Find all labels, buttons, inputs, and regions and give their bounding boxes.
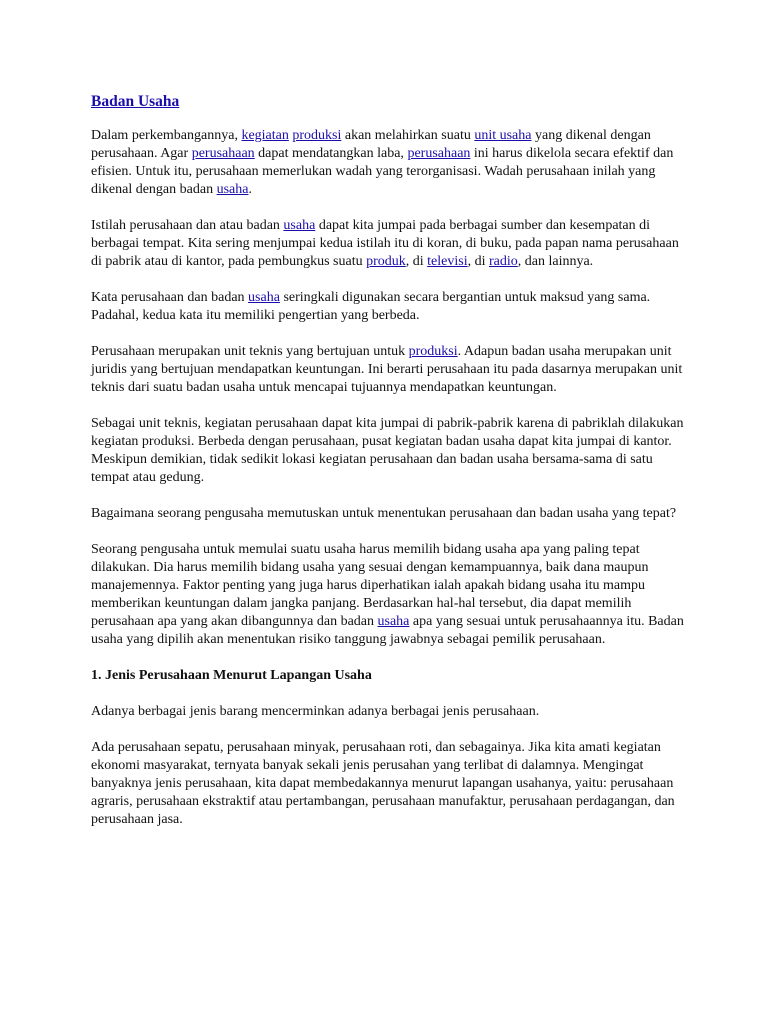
link-perusahaan-2[interactable]: perusahaan xyxy=(407,146,471,161)
paragraph-9: Ada perusahaan sepatu, perusahaan minyak, perusahaan roti, dan sebagainya. Jika kita amati kegiatan ekonomi masyarakat, ternyata banyak sekali jenis perusahan yang terlibat di dalamnya. Mengingat banyaknya jenis perusahaan, kita dapat membedakannya menurut lapangan usahanya, yaitu: perusahaan agraris, perusahaan ekstraktif atau pertambangan, perusahaan manufaktur, perusahaan perdagangan, dan perusahaan jasa. xyxy=(91,740,675,827)
link-produk[interactable]: produk xyxy=(366,254,406,269)
link-produksi[interactable]: produksi xyxy=(408,344,458,359)
link-unit-usaha[interactable]: unit usaha xyxy=(474,128,532,143)
link-produksi[interactable]: produksi xyxy=(292,128,342,143)
text: dapat kita jumpai pada berbagai sumber dan kesempatan di berbagai tempat. Kita sering menjumpai kedua istilah itu di koran, di buku, pada papan nama perusahaan di pabrik atau di kantor, pada pembungkus suatu xyxy=(91,218,679,269)
text: seringkali digunakan secara bergantian untuk maksud yang sama. Padahal, kedua kata itu memiliki pengertian yang berbeda. xyxy=(91,290,651,323)
link-usaha[interactable]: usaha xyxy=(283,218,316,233)
paragraph-2 xyxy=(91,217,688,271)
text: Seorang pengusaha untuk memulai suatu usaha harus memilih bidang usaha apa yang paling tepat dilakukan. Dia harus memilih bidang usaha yang sesuai dengan kemampuannya, baik dana maupun manajemennya. Faktor penting yang juga harus diperhatikan ialah apakah bidang usaha itu mampu memberikan keuntungan dalam jangka panjang. Berdasarkan hal-hal tersebut, dia dapat memilih perusahaan apa yang akan dibangunnya dan badan xyxy=(91,542,649,629)
link-radio[interactable]: radio xyxy=(489,254,518,269)
link-perusahaan[interactable]: perusahaan xyxy=(191,146,255,161)
link-kegiatan[interactable]: kegiatan xyxy=(241,128,289,143)
paragraph-6: Bagaimana seorang pengusaha memutuskan untuk menentukan perusahaan dan badan usaha yang tepat? xyxy=(91,506,677,521)
text: apa yang sesuai untuk perusahaannya itu. Badan usaha yang dipilih akan menentukan risiko tanggung jawabnya sebagai pemilik perusahaan. xyxy=(91,614,684,647)
text: Kata perusahaan dan badan xyxy=(91,290,249,305)
link-usaha[interactable]: usaha xyxy=(248,290,280,305)
text: dapat mendatangkan laba, xyxy=(254,146,408,161)
text: , dan lainnya. xyxy=(517,254,594,269)
link-televisi[interactable]: televisi xyxy=(427,254,468,269)
paragraph-5: Sebagai unit teknis, kegiatan perusahaan dapat kita jumpai di pabrik-pabrik karena di pabriklah dilakukan kegiatan produksi. Berbeda dengan perusahaan, pusat kegiatan badan usaha dapat kita jumpai di kantor. Meskipun demikian, tidak sedikit lokasi kegiatan perusahaan dan badan usaha bersama-sama di satu tempat atau gedung. xyxy=(91,416,684,485)
page-title xyxy=(91,92,688,112)
paragraph-3 xyxy=(91,289,688,325)
text: Istilah perusahaan dan atau badan xyxy=(91,218,284,233)
text: yang dikenal dengan perusahaan. Agar xyxy=(91,128,651,161)
paragraph-8: Adanya berbagai jenis barang mencerminkan adanya berbagai jenis perusahaan. xyxy=(91,704,540,719)
paragraph-1 xyxy=(91,127,688,199)
paragraph-4 xyxy=(91,343,688,397)
text: Dalam perkembangannya, xyxy=(91,128,242,143)
link-usaha[interactable]: usaha xyxy=(377,614,410,629)
text: , di xyxy=(467,254,489,269)
section-heading: 1. Jenis Perusahaan Menurut Lapangan Usaha xyxy=(91,668,372,683)
text: ini harus dikelola secara efektif dan efisien. Untuk itu, perusahaan memerlukan wadah yang terorganisasi. Wadah perusahaan inilah yang dikenal dengan badan xyxy=(91,146,674,197)
paragraph-7 xyxy=(91,541,688,649)
link-usaha[interactable]: usaha xyxy=(216,182,249,197)
text: . Adapun badan usaha merupakan unit juridis yang bertujuan mendapatkan keuntungan. Ini berarti perusahaan itu pada dasarnya merupakan unit teknis dari suatu badan usaha untuk mencapai tujuannya mendapatkan keuntungan. xyxy=(91,344,683,395)
text: . xyxy=(248,182,252,197)
text: , di xyxy=(405,254,428,269)
text: akan melahirkan suatu xyxy=(341,128,475,143)
text: Perusahaan merupakan unit teknis yang bertujuan untuk xyxy=(91,344,409,359)
title-link[interactable]: Badan Usaha xyxy=(91,93,180,110)
